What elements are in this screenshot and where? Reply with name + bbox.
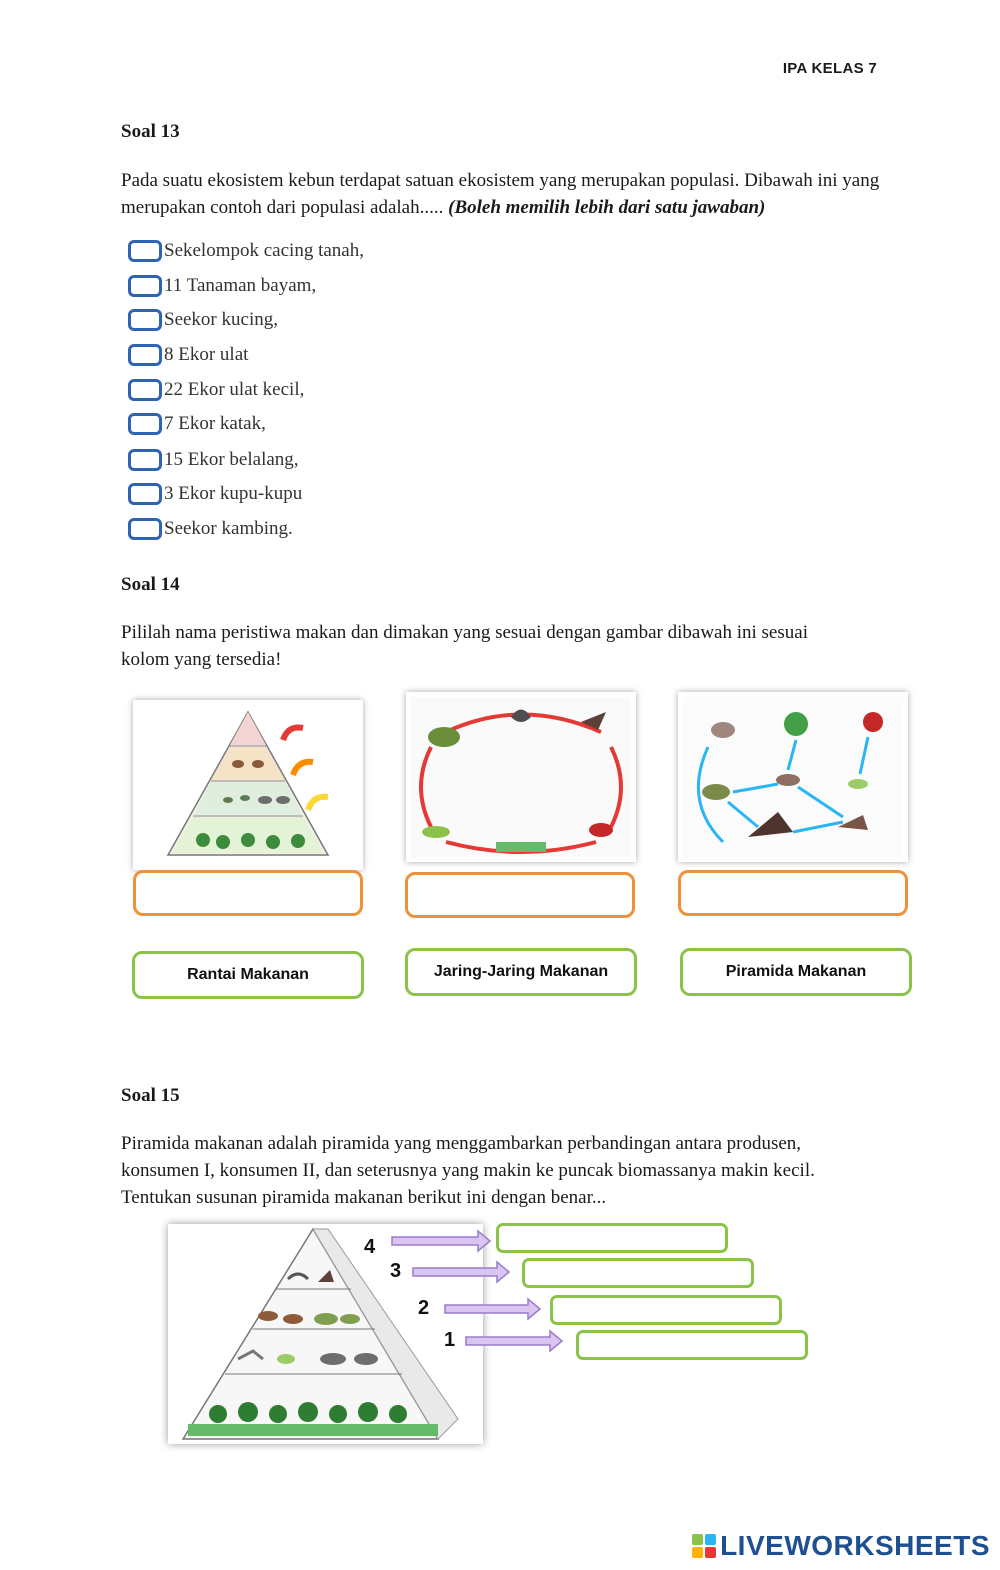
option-row[interactable] [128, 516, 293, 542]
option-row[interactable] [128, 342, 248, 368]
choice-jaring-jaring-makanan[interactable]: Jaring-Jaring Makanan [405, 948, 637, 996]
option-label: 15 Ekor belalang, [164, 449, 299, 470]
choice-piramida-makanan[interactable]: Piramida Makanan [680, 948, 912, 996]
level-number-2: 2 [418, 1297, 430, 1319]
answer-field-level-1[interactable] [576, 1330, 808, 1360]
choice-rantai-makanan[interactable]: Rantai Makanan [132, 951, 364, 999]
soal-13-question [121, 167, 891, 221]
soal-14-question: Pililah nama peristiwa makan dan dimakan yang sesuai dengan gambar dibawah ini sesuai kolom yang tersedia! [121, 622, 808, 670]
option-label: 11 Tanaman bayam, [164, 275, 317, 296]
option-label: 8 Ekor ulat [164, 344, 249, 365]
answer-field-level-4[interactable] [496, 1223, 728, 1253]
option-label: 22 Ekor ulat kecil, [164, 379, 305, 400]
checkbox[interactable] [128, 483, 162, 505]
food-pyramid-image [133, 700, 363, 870]
soal-15-question: Piramida makanan adalah piramida yang menggambarkan perbandingan antara produsen, konsumen I, konsumen II, dan seterusnya yang makin ke puncak biomassanya makin kecil. Tentukan susunan piramida makanan berikut ini dengan benar... [121, 1133, 815, 1208]
option-row[interactable] [128, 273, 316, 299]
checkbox[interactable] [128, 449, 162, 471]
arrow-2 [445, 1299, 540, 1319]
level-number-1: 1 [444, 1329, 456, 1351]
answer-drop-zone-2[interactable] [405, 872, 635, 918]
arrow-1 [466, 1331, 562, 1351]
liveworksheets-logo-icon [692, 1534, 716, 1558]
checkbox[interactable] [128, 518, 162, 540]
food-web-illustration [678, 692, 908, 862]
soal-15-title: Soal 15 [121, 1085, 180, 1106]
option-label: 7 Ekor katak, [164, 413, 266, 434]
soal-13-question-text: Pada suatu ekosistem kebun terdapat satuan ekosistem yang merupakan populasi. Dibawah ini yang merupakan contoh dari populasi adalah..... [121, 170, 880, 218]
option-label: 3 Ekor kupu-kupu [164, 483, 303, 504]
food-chain-image [406, 692, 636, 862]
food-chain-illustration [406, 692, 636, 862]
checkbox[interactable] [128, 275, 162, 297]
option-row[interactable] [128, 307, 278, 333]
arrow-4 [392, 1231, 490, 1251]
food-pyramid-illustration [133, 700, 363, 870]
soal-13-note: (Boleh memilih lebih dari satu jawaban) [448, 197, 766, 218]
checkbox[interactable] [128, 413, 162, 435]
answer-drop-zone-3[interactable] [678, 870, 908, 916]
checkbox[interactable] [128, 240, 162, 262]
soal-14-title: Soal 14 [121, 574, 180, 595]
food-web-image [678, 692, 908, 862]
checkbox[interactable] [128, 344, 162, 366]
checkbox[interactable] [128, 379, 162, 401]
page-header-label: IPA KELAS 7 [782, 60, 877, 77]
option-label: Sekelompok cacing tanah, [164, 240, 364, 261]
level-number-3: 3 [390, 1260, 402, 1282]
option-label: Seekor kambing. [164, 518, 293, 539]
option-row[interactable] [128, 411, 266, 437]
soal-13-title: Soal 13 [121, 121, 180, 142]
arrow-3 [413, 1262, 509, 1282]
answer-field-level-2[interactable] [550, 1295, 782, 1325]
option-row[interactable] [128, 377, 304, 403]
answer-field-level-3[interactable] [522, 1258, 754, 1288]
checkbox[interactable] [128, 309, 162, 331]
option-row[interactable] [128, 481, 302, 507]
option-row[interactable] [128, 447, 299, 473]
option-row[interactable] [128, 238, 364, 264]
liveworksheets-logo [692, 1530, 990, 1562]
liveworksheets-brand-text: LIVEWORKSHEETS [720, 1530, 990, 1561]
level-number-4: 4 [364, 1236, 376, 1258]
answer-drop-zone-1[interactable] [133, 870, 363, 916]
option-label: Seekor kucing, [164, 309, 278, 330]
